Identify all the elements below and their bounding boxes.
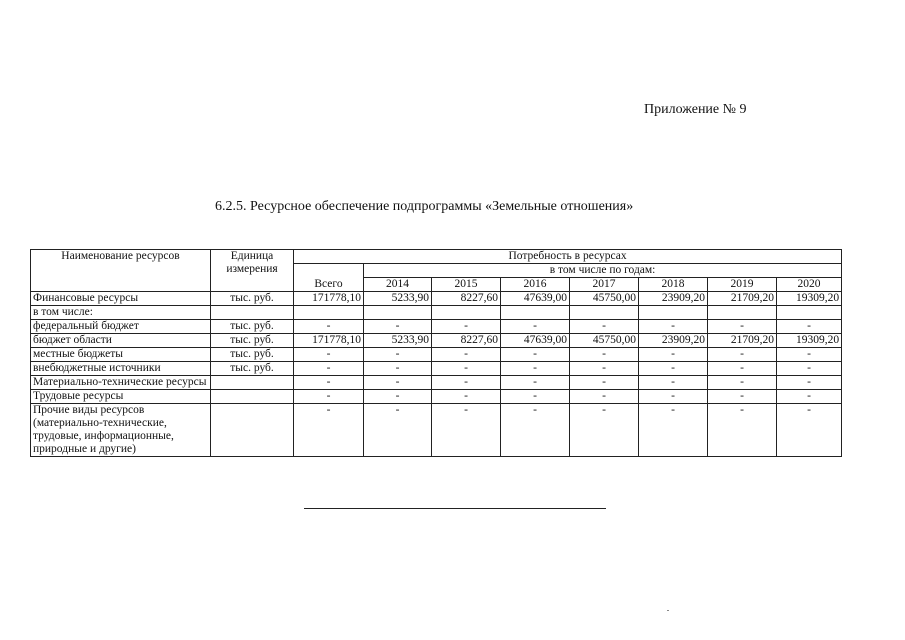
row-value-cell: - xyxy=(639,320,708,334)
row-name-cell: Материально-технические ресурсы xyxy=(31,376,211,390)
table-row xyxy=(31,390,842,404)
row-total-cell: - xyxy=(294,390,364,404)
row-name-cell: в том числе: xyxy=(31,306,211,320)
row-value-cell: - xyxy=(364,348,432,362)
col-header-need: Потребность в ресурсах xyxy=(294,250,842,264)
row-value-cell: - xyxy=(501,376,570,390)
row-value-cell: 45750,00 xyxy=(570,334,639,348)
col-header-year: 2016 xyxy=(501,278,570,292)
row-unit-cell: тыс. руб. xyxy=(211,348,294,362)
row-value-cell: - xyxy=(364,404,432,457)
row-name-cell: Финансовые ресурсы xyxy=(31,292,211,306)
row-value-cell: 5233,90 xyxy=(364,292,432,306)
row-total-cell: 171778,10 xyxy=(294,334,364,348)
row-value-cell: - xyxy=(570,376,639,390)
row-value-cell: - xyxy=(708,348,777,362)
table-row xyxy=(31,376,842,390)
row-value-cell: - xyxy=(570,348,639,362)
row-name-cell: Прочие виды ресурсов (материально-технические, трудовые, информационные, природные и другие) xyxy=(31,404,211,457)
row-value-cell: 21709,20 xyxy=(708,292,777,306)
footer-line xyxy=(304,508,606,509)
row-value-cell: - xyxy=(501,390,570,404)
table-row xyxy=(31,348,842,362)
row-value-cell: - xyxy=(432,376,501,390)
row-value-cell: - xyxy=(777,376,842,390)
row-value-cell: - xyxy=(708,320,777,334)
table-row xyxy=(31,404,842,457)
row-unit-cell xyxy=(211,306,294,320)
row-unit-cell xyxy=(211,404,294,457)
row-unit-cell: тыс. руб. xyxy=(211,320,294,334)
row-value-cell: - xyxy=(570,362,639,376)
row-value-cell: - xyxy=(432,404,501,457)
row-value-cell xyxy=(639,306,708,320)
row-value-cell: 23909,20 xyxy=(639,334,708,348)
row-name-cell: внебюджетные источники xyxy=(31,362,211,376)
row-name-cell: местные бюджеты xyxy=(31,348,211,362)
table-row xyxy=(31,292,842,306)
header-row-1 xyxy=(31,250,842,264)
row-value-cell: - xyxy=(708,376,777,390)
row-value-cell xyxy=(432,306,501,320)
row-value-cell: - xyxy=(570,404,639,457)
table-row xyxy=(31,306,842,320)
row-value-cell: - xyxy=(432,320,501,334)
col-header-by-years: в том числе по годам: xyxy=(364,264,842,278)
row-value-cell: - xyxy=(364,362,432,376)
row-name-cell: Трудовые ресурсы xyxy=(31,390,211,404)
row-value-cell: - xyxy=(777,320,842,334)
row-name-cell: бюджет области xyxy=(31,334,211,348)
row-value-cell: - xyxy=(570,390,639,404)
row-value-cell xyxy=(501,306,570,320)
row-value-cell: - xyxy=(432,390,501,404)
row-unit-cell xyxy=(211,376,294,390)
table-row xyxy=(31,320,842,334)
row-total-cell: - xyxy=(294,404,364,457)
row-value-cell: - xyxy=(432,362,501,376)
row-value-cell: 45750,00 xyxy=(570,292,639,306)
row-value-cell: - xyxy=(501,320,570,334)
row-value-cell xyxy=(708,306,777,320)
col-header-year: 2018 xyxy=(639,278,708,292)
row-value-cell: - xyxy=(432,348,501,362)
row-total-cell: 171778,10 xyxy=(294,292,364,306)
col-header-year: 2019 xyxy=(708,278,777,292)
row-value-cell: - xyxy=(708,390,777,404)
col-header-year: 2015 xyxy=(432,278,501,292)
row-value-cell: 23909,20 xyxy=(639,292,708,306)
row-unit-cell: тыс. руб. xyxy=(211,334,294,348)
row-value-cell: - xyxy=(708,404,777,457)
row-value-cell: 21709,20 xyxy=(708,334,777,348)
row-value-cell: - xyxy=(639,362,708,376)
row-value-cell: - xyxy=(777,390,842,404)
row-total-cell: - xyxy=(294,320,364,334)
col-header-year: 2020 xyxy=(777,278,842,292)
row-value-cell: 19309,20 xyxy=(777,292,842,306)
row-value-cell: - xyxy=(639,348,708,362)
row-value-cell: - xyxy=(639,376,708,390)
row-value-cell: - xyxy=(639,404,708,457)
row-value-cell: - xyxy=(639,390,708,404)
col-header-year: 2017 xyxy=(570,278,639,292)
row-value-cell: - xyxy=(501,362,570,376)
row-value-cell: 19309,20 xyxy=(777,334,842,348)
row-value-cell xyxy=(364,306,432,320)
table-row xyxy=(31,362,842,376)
row-unit-cell: тыс. руб. xyxy=(211,292,294,306)
row-unit-cell xyxy=(211,390,294,404)
row-name-cell: федеральный бюджет xyxy=(31,320,211,334)
row-value-cell xyxy=(777,306,842,320)
row-total-cell: - xyxy=(294,348,364,362)
row-value-cell: - xyxy=(364,390,432,404)
row-value-cell: - xyxy=(364,320,432,334)
appendix-label: Приложение № 9 xyxy=(644,102,747,117)
table-row xyxy=(31,334,842,348)
row-value-cell: 47639,00 xyxy=(501,334,570,348)
row-unit-cell: тыс. руб. xyxy=(211,362,294,376)
scan-speck xyxy=(667,610,669,611)
col-header-year: 2014 xyxy=(364,278,432,292)
row-value-cell: - xyxy=(501,404,570,457)
row-value-cell: - xyxy=(777,362,842,376)
resources-table xyxy=(30,249,842,457)
row-value-cell xyxy=(570,306,639,320)
row-value-cell: 5233,90 xyxy=(364,334,432,348)
row-value-cell: - xyxy=(777,404,842,457)
row-total-cell: - xyxy=(294,362,364,376)
row-value-cell: - xyxy=(777,348,842,362)
row-value-cell: - xyxy=(501,348,570,362)
row-value-cell: - xyxy=(364,376,432,390)
section-heading: 6.2.5. Ресурсное обеспечение подпрограммы «Земельные отношения» xyxy=(215,199,634,214)
col-header-unit: Единица измерения xyxy=(211,250,294,292)
col-header-total: Всего xyxy=(294,264,364,292)
col-header-name: Наименование ресурсов xyxy=(31,250,211,292)
row-total-cell xyxy=(294,306,364,320)
row-value-cell: - xyxy=(708,362,777,376)
row-value-cell: - xyxy=(570,320,639,334)
row-value-cell: 47639,00 xyxy=(501,292,570,306)
row-value-cell: 8227,60 xyxy=(432,292,501,306)
row-total-cell: - xyxy=(294,376,364,390)
row-value-cell: 8227,60 xyxy=(432,334,501,348)
